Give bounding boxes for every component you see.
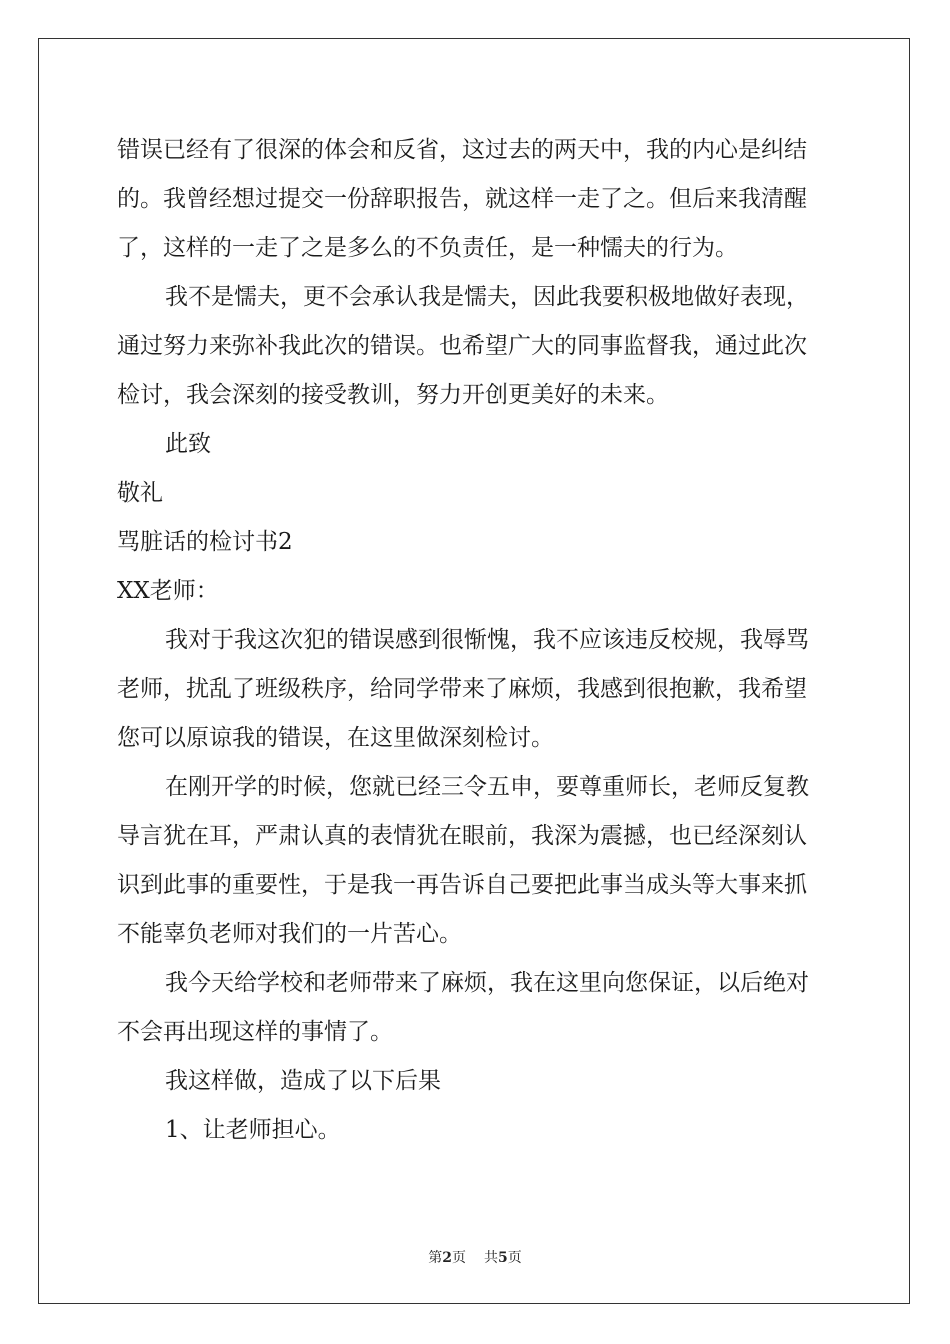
- body-line: 的。我曾经想过提交一份辞职报告，就这样一走了之。但后来我清醒: [117, 186, 807, 212]
- list-item: 1、让老师担心。: [165, 1117, 341, 1143]
- body-line: 我不是懦夫，更不会承认我是懦夫，因此我要积极地做好表现，: [165, 284, 809, 310]
- section-title: 骂脏话的检讨书2: [117, 529, 293, 555]
- page-footer: [0, 1247, 950, 1267]
- body-line: 不会再出现这样的事情了。: [117, 1019, 393, 1045]
- closing-respect: 敬礼: [117, 480, 163, 506]
- body-line: 您可以原谅我的错误，在这里做深刻检讨。: [117, 725, 554, 751]
- body-line: 在刚开学的时候，您就已经三令五申，要尊重师长，老师反复教: [165, 774, 809, 800]
- body-line: 通过努力来弥补我此次的错误。也希望广大的同事监督我，通过此次: [117, 333, 807, 359]
- page-suffix: 页: [452, 1250, 466, 1266]
- body-line: 我这样做，造成了以下后果: [165, 1068, 441, 1094]
- total-suffix: 页: [507, 1250, 522, 1266]
- body-line: 不能辜负老师对我们的一片苦心。: [117, 921, 462, 947]
- body-line: 检讨，我会深刻的接受教训，努力开创更美好的未来。: [117, 382, 669, 408]
- document-body: [117, 126, 833, 1155]
- letter-greeting: XX老师：: [117, 578, 219, 604]
- body-line: 我今天给学校和老师带来了麻烦，我在这里向您保证，以后绝对: [165, 970, 809, 996]
- page-number: 2: [442, 1250, 452, 1266]
- body-line: 了，这样的一走了之是多么的不负责任，是一种懦夫的行为。: [117, 235, 738, 261]
- body-line: 老师，扰乱了班级秩序，给同学带来了麻烦，我感到很抱歉，我希望: [117, 676, 807, 702]
- closing-salutation: 此致: [165, 431, 211, 457]
- body-line: 我对于我这次犯的错误感到很惭愧，我不应该违反校规，我辱骂: [165, 627, 809, 653]
- body-line: 识到此事的重要性，于是我一再告诉自己要把此事当成头等大事来抓: [117, 872, 807, 898]
- body-line: 错误已经有了很深的体会和反省，这过去的两天中，我的内心是纠结: [117, 137, 807, 163]
- total-prefix: 共: [484, 1250, 498, 1266]
- total-pages: 5: [498, 1250, 508, 1266]
- page-prefix: 第: [428, 1250, 443, 1266]
- body-line: 导言犹在耳，严肃认真的表情犹在眼前，我深为震撼，也已经深刻认: [117, 823, 807, 849]
